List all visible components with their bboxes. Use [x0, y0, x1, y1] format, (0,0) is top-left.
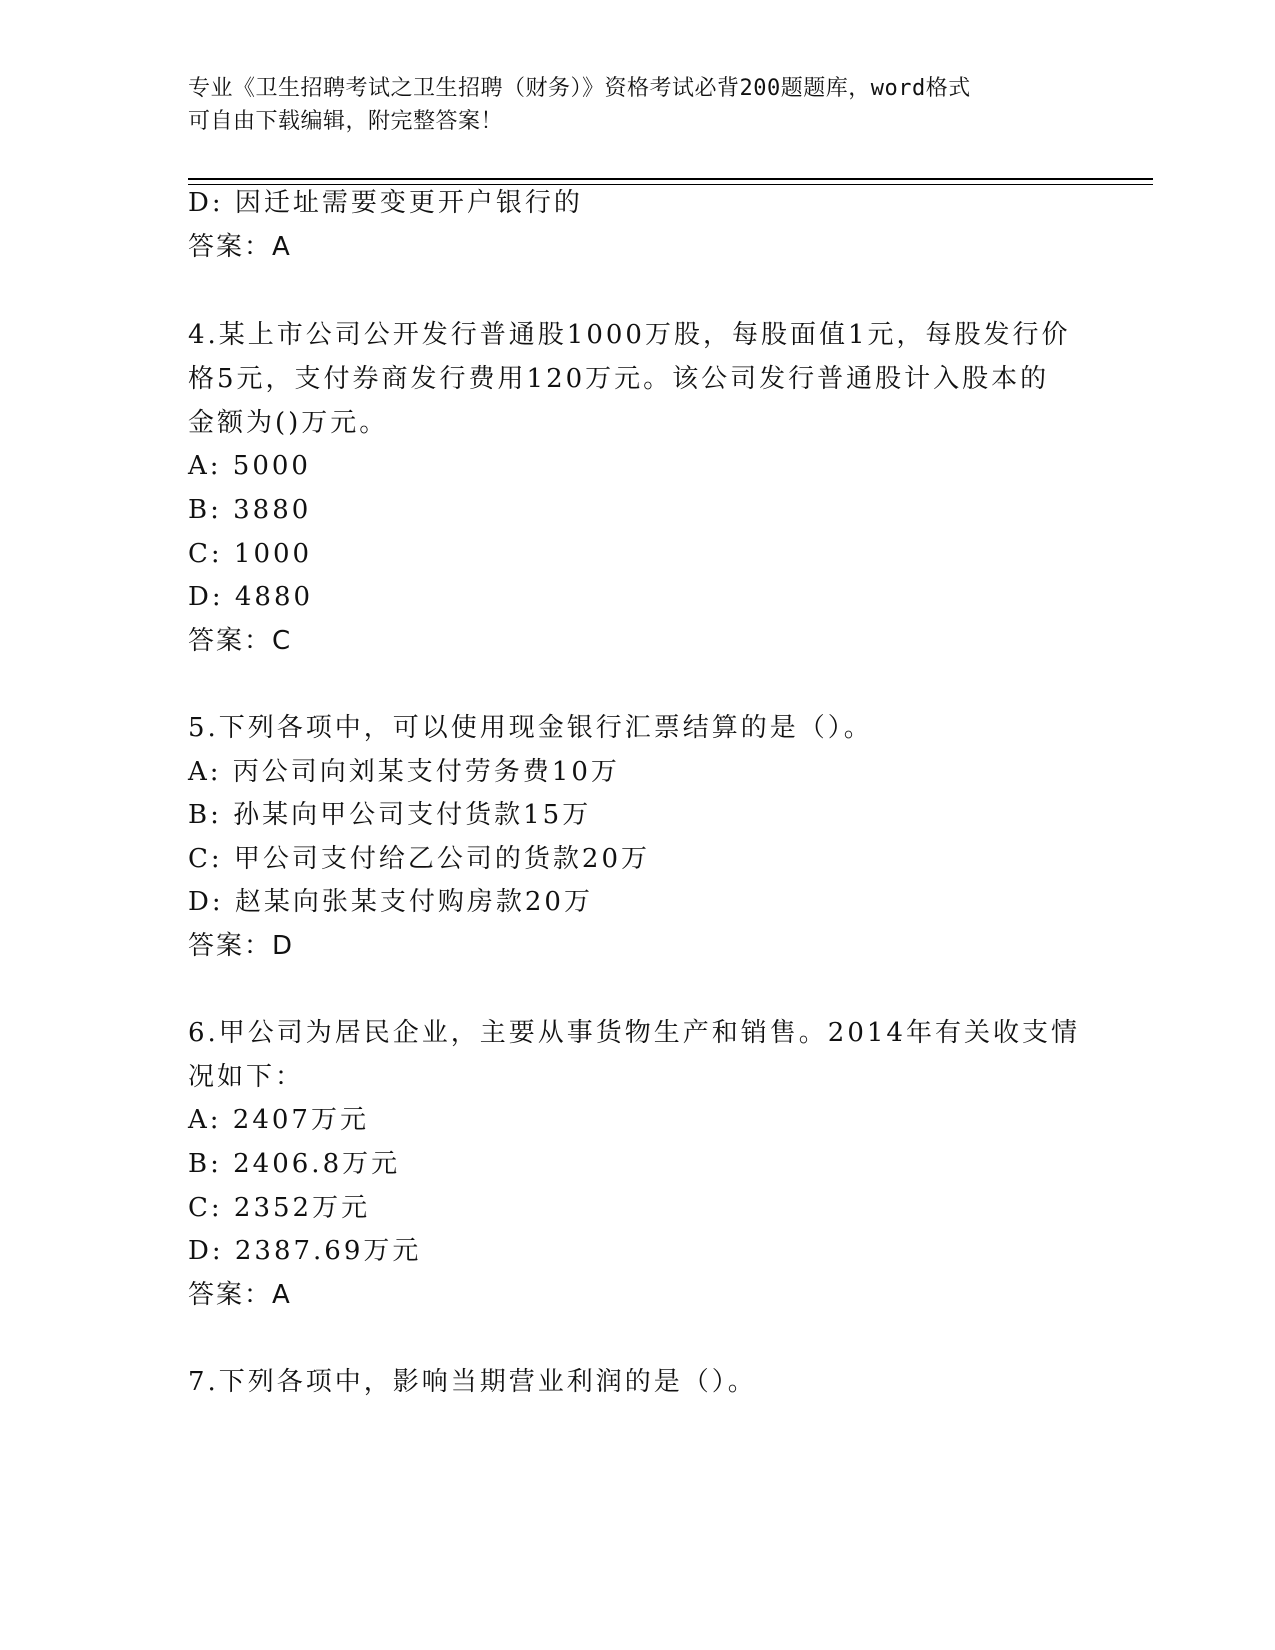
option-line: C: 1000	[188, 539, 313, 569]
header-rule-thin	[188, 184, 1153, 185]
header-rule-thick	[188, 178, 1153, 180]
question-line: 7.下列各项中，影响当期营业利润的是（）。	[188, 1367, 757, 1397]
option-line: A: 2407万元	[188, 1105, 369, 1135]
option-line: A: 丙公司向刘某支付劳务费10万	[188, 757, 620, 787]
question-line: 6.甲公司为居民企业，主要从事货物生产和销售。2014年有关收支情	[188, 1018, 1080, 1048]
option-line: C: 甲公司支付给乙公司的货款20万	[188, 844, 651, 874]
answer-line: 答案：C	[188, 626, 293, 656]
question-line: 况如下：	[188, 1062, 305, 1092]
question-line: 格5元，支付券商发行费用120万元。该公司发行普通股计入股本的	[188, 364, 1050, 394]
option-line: C: 2352万元	[188, 1193, 371, 1223]
option-line: D: 4880	[188, 582, 314, 612]
question-line: 金额为()万元。	[188, 408, 389, 438]
question-line: 5.下列各项中，可以使用现金银行汇票结算的是（）。	[188, 713, 873, 743]
header-line-2: 可自由下载编辑，附完整答案！	[188, 109, 504, 134]
option-line: B: 孙某向甲公司支付货款15万	[188, 800, 592, 830]
document-header	[188, 72, 1088, 138]
header-line-1: 专业《卫生招聘考试之卫生招聘（财务）》资格考试必背200题题库，word格式	[188, 76, 971, 101]
option-line: D: 2387.69万元	[188, 1236, 422, 1266]
question-line: 4.某上市公司公开发行普通股1000万股，每股面值1元，每股发行价	[188, 320, 1071, 350]
option-line: D: 赵某向张某支付购房款20万	[188, 887, 593, 917]
option-line: A: 5000	[188, 451, 311, 481]
option-line: B: 2406.8万元	[188, 1149, 401, 1179]
option-line: B: 3880	[188, 495, 312, 525]
option-line: D: 因迁址需要变更开户银行的	[188, 188, 583, 218]
answer-line: 答案：D	[188, 931, 295, 961]
answer-line: 答案：A	[188, 232, 292, 262]
answer-line: 答案：A	[188, 1280, 292, 1310]
